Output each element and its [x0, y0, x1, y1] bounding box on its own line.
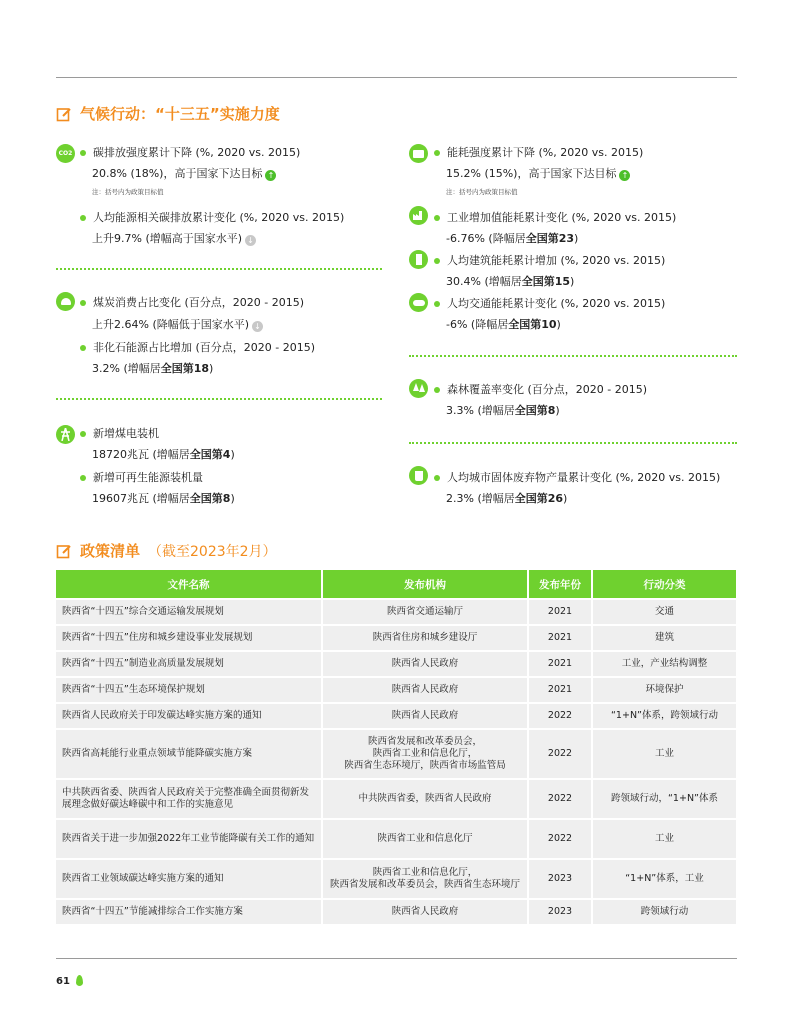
- table-cell: 建筑: [593, 626, 736, 650]
- climate-title-text: 气候行动：“十三五”实施力度: [80, 105, 280, 123]
- building-icon: [409, 250, 428, 269]
- table-cell: 工业: [593, 730, 736, 778]
- energy-screen-icon: [409, 144, 428, 163]
- table-cell: 陕西省工业领域碳达峰实施方案的通知: [56, 860, 323, 898]
- bullet: [80, 150, 86, 156]
- table-cell: 中共陕西省委，陕西省人民政府: [323, 780, 529, 818]
- indicator-value: 30.4% (增幅居全国第15): [446, 275, 575, 288]
- indicator-label: 工业增加值能耗累计变化 (%, 2020 vs. 2015): [447, 211, 677, 224]
- table-cell: 工业，产业结构调整: [593, 652, 736, 676]
- indicator-value: 上升2.64% (降幅低于国家水平) ↓: [92, 318, 263, 332]
- table-cell: 交通: [593, 600, 736, 624]
- table-cell: 陕西省人民政府: [323, 652, 529, 676]
- indicator-label: 人均能源相关碳排放累计变化 (%, 2020 vs. 2015): [93, 211, 345, 224]
- arrow-down-icon: ↓: [245, 235, 256, 246]
- top-divider: [56, 77, 737, 78]
- indicator-label: 煤炭消费占比变化 (百分点，2020 - 2015): [93, 296, 305, 309]
- indicator-value: 上升9.7% (增幅高于国家水平) ↓: [92, 232, 256, 246]
- bullet: [434, 301, 440, 307]
- co2-icon: CO2: [56, 144, 75, 163]
- bullet: [80, 345, 86, 351]
- bullet: [434, 150, 440, 156]
- table-cell: 陕西省工业和信息化厅: [323, 820, 529, 858]
- table-cell: 2021: [529, 600, 593, 624]
- table-cell: “1+N”体系，工业: [593, 860, 736, 898]
- policy-title-text: 政策清单: [80, 542, 141, 560]
- table-cell: 陕西省人民政府: [323, 704, 529, 728]
- bullet: [434, 215, 440, 221]
- indicator-label: 非化石能源占比增加 (百分点，2020 - 2015): [93, 341, 316, 354]
- indicator-value: 2.3% (增幅居全国第26): [446, 492, 568, 505]
- table-cell: 中共陕西省委、陕西省人民政府关于完整准确全面贯彻新发展理念做好碳达峰碳中和工作的实施意见: [56, 780, 323, 818]
- page-number: 61: [56, 976, 70, 987]
- table-cell: 陕西省住房和城乡建设厅: [323, 626, 529, 650]
- table-row: [56, 600, 736, 624]
- indicator-value: 3.3% (增幅居全国第8): [446, 404, 560, 417]
- dotted-separator: [409, 442, 737, 444]
- table-cell: 陕西省工业和信息化厅， 陕西省发展和改革委员会，陕西省生态环境厅: [323, 860, 529, 898]
- table-row: [56, 820, 736, 858]
- bullet: [434, 475, 440, 481]
- table-cell: 陕西省“十四五”节能减排综合工作实施方案: [56, 900, 323, 924]
- trash-bin-icon: [409, 466, 428, 485]
- table-row: [56, 652, 736, 676]
- indicator-value: 18720兆瓦 (增幅居全国第4): [92, 448, 235, 461]
- leaf-icon: [76, 975, 83, 986]
- edit-icon: [56, 106, 72, 122]
- indicator-value: -6% (降幅居全国第10): [446, 318, 561, 331]
- arrow-down-icon: ↓: [252, 321, 263, 332]
- table-cell: 陕西省关于进一步加强2022年工业节能降碳有关工作的通知: [56, 820, 323, 858]
- arrow-up-icon: ↑: [265, 170, 276, 181]
- table-cell: 陕西省人民政府: [323, 900, 529, 924]
- table-cell: 2023: [529, 900, 593, 924]
- indicator-value: 3.2% (增幅居全国第18): [92, 362, 214, 375]
- table-cell: 陕西省“十四五”综合交通运输发展规划: [56, 600, 323, 624]
- coal-icon: [56, 292, 75, 311]
- table-cell: 工业: [593, 820, 736, 858]
- policy-subtitle-text: （截至2023年2月）: [148, 543, 277, 560]
- table-cell: 2022: [529, 704, 593, 728]
- dotted-separator: [409, 355, 737, 357]
- column-header: 行动分类: [593, 570, 736, 598]
- column-header: 文件名称: [56, 570, 323, 598]
- dotted-separator: [56, 268, 382, 270]
- table-cell: “1+N”体系，跨领域行动: [593, 704, 736, 728]
- table-cell: 2022: [529, 780, 593, 818]
- table-row: [56, 704, 736, 728]
- climate-section-title: [56, 103, 280, 124]
- table-cell: 陕西省人民政府关于印发碳达峰实施方案的通知: [56, 704, 323, 728]
- bullet: [434, 258, 440, 264]
- table-row: [56, 860, 736, 898]
- policy-section-title: [56, 540, 277, 561]
- indicator-label: 人均城市固体废弃物产量累计变化 (%, 2020 vs. 2015): [447, 471, 721, 484]
- bullet: [80, 215, 86, 221]
- table-cell: 陕西省交通运输厅: [323, 600, 529, 624]
- bottom-divider: [56, 958, 737, 959]
- policy-table: [56, 568, 736, 926]
- column-header: 发布机构: [323, 570, 529, 598]
- forest-icon: [409, 379, 428, 398]
- table-header-row: [56, 570, 736, 598]
- table-cell: 2021: [529, 626, 593, 650]
- table-cell: 陕西省“十四五”生态环境保护规划: [56, 678, 323, 702]
- indicator-label: 能耗强度累计下降 (%, 2020 vs. 2015): [447, 146, 644, 159]
- indicator-label: 人均交通能耗累计变化 (%, 2020 vs. 2015): [447, 297, 666, 310]
- indicator-label: 森林覆盖率变化 (百分点，2020 - 2015): [447, 383, 648, 396]
- table-cell: 2022: [529, 730, 593, 778]
- table-cell: 跨领域行动，“1+N”体系: [593, 780, 736, 818]
- factory-icon: [409, 206, 428, 225]
- indicator-value: 20.8% (18%)，高于国家下达目标 ↑: [92, 167, 276, 181]
- arrow-up-icon: ↑: [619, 170, 630, 181]
- power-tower-icon: [56, 425, 75, 444]
- table-cell: 2021: [529, 678, 593, 702]
- bullet: [434, 387, 440, 393]
- edit-icon: [56, 543, 72, 559]
- bullet: [80, 300, 86, 306]
- table-cell: 陕西省发展和改革委员会， 陕西省工业和信息化厅， 陕西省生态环境厅，陕西省市场监管局: [323, 730, 529, 778]
- indicator-label: 新增煤电装机: [93, 427, 159, 440]
- car-icon: [409, 293, 428, 312]
- table-row: [56, 730, 736, 778]
- indicator-value: -6.76% (降幅居全国第23): [446, 232, 579, 245]
- note-text: 注：括号内为政策目标值: [92, 188, 164, 196]
- table-cell: 环境保护: [593, 678, 736, 702]
- indicator-value: 15.2% (15%)，高于国家下达目标 ↑: [446, 167, 630, 181]
- table-row: [56, 626, 736, 650]
- table-cell: 陕西省高耗能行业重点领域节能降碳实施方案: [56, 730, 323, 778]
- dotted-separator: [56, 398, 382, 400]
- table-cell: 陕西省“十四五”制造业高质量发展规划: [56, 652, 323, 676]
- bullet: [80, 475, 86, 481]
- table-cell: 2022: [529, 820, 593, 858]
- table-row: [56, 678, 736, 702]
- bullet: [80, 431, 86, 437]
- table-row: [56, 780, 736, 818]
- indicator-label: 碳排放强度累计下降 (%, 2020 vs. 2015): [93, 146, 301, 159]
- indicator-value: 19607兆瓦 (增幅居全国第8): [92, 492, 235, 505]
- table-cell: 陕西省人民政府: [323, 678, 529, 702]
- indicator-label: 人均建筑能耗累计增加 (%, 2020 vs. 2015): [447, 254, 666, 267]
- table-cell: 陕西省“十四五”住房和城乡建设事业发展规划: [56, 626, 323, 650]
- table-cell: 2021: [529, 652, 593, 676]
- indicator-label: 新增可再生能源装机量: [93, 471, 203, 484]
- table-row: [56, 900, 736, 924]
- note-text: 注：括号内为政策目标值: [446, 188, 518, 196]
- table-cell: 2023: [529, 860, 593, 898]
- table-cell: 跨领域行动: [593, 900, 736, 924]
- column-header: 发布年份: [529, 570, 593, 598]
